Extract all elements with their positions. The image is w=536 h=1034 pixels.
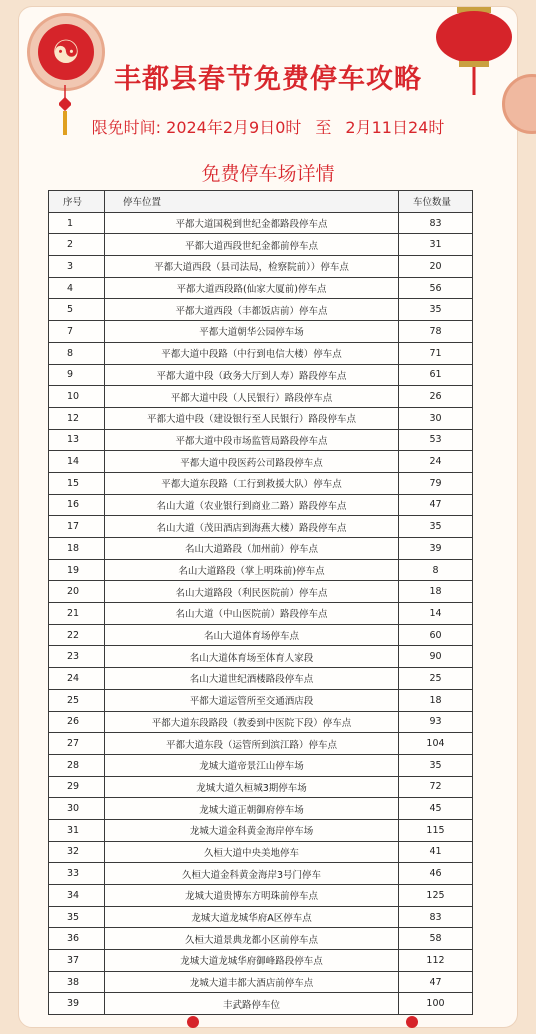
- free-period-end: 2月11日24时: [345, 118, 445, 137]
- row-spaces: 104: [399, 733, 473, 755]
- row-location: 名山大道路段（掌上明珠前)停车点: [105, 559, 399, 581]
- row-number: 4: [49, 277, 105, 299]
- row-spaces: 100: [399, 993, 473, 1015]
- row-number: 2: [49, 234, 105, 256]
- row-spaces: 20: [399, 256, 473, 278]
- row-number: 25: [49, 689, 105, 711]
- table-row: [49, 646, 473, 668]
- row-number: 1: [49, 212, 105, 234]
- row-number: 14: [49, 451, 105, 473]
- table-row: [49, 798, 473, 820]
- row-number: 24: [49, 668, 105, 690]
- row-location: 平都大道西段（县司法局，检察院前））停车点: [105, 256, 399, 278]
- page-title: 丰都县春节免费停车攻略: [114, 64, 422, 95]
- row-location: 龙城大道龙城华府A区停车点: [105, 906, 399, 928]
- table-row: [49, 407, 473, 429]
- row-spaces: 35: [399, 299, 473, 321]
- row-number: 22: [49, 624, 105, 646]
- table-row: [49, 321, 473, 343]
- flower-ornament-icon: [186, 1015, 200, 1029]
- row-location: 平都大道东段（运管所到滨江路）停车点: [105, 733, 399, 755]
- row-number: 32: [49, 841, 105, 863]
- table-row: [49, 516, 473, 538]
- row-spaces: 24: [399, 451, 473, 473]
- table-row: [49, 451, 473, 473]
- table-row: [49, 776, 473, 798]
- row-location: 名山大道（中山医院前）路段停车点: [105, 603, 399, 625]
- table-row: [49, 624, 473, 646]
- table-row: [49, 603, 473, 625]
- row-spaces: 35: [399, 754, 473, 776]
- table-row: [49, 906, 473, 928]
- row-number: 18: [49, 538, 105, 560]
- row-number: 37: [49, 950, 105, 972]
- column-header-spaces: 车位数量: [399, 191, 473, 213]
- row-spaces: 31: [399, 234, 473, 256]
- table-row: [49, 819, 473, 841]
- row-location: 龙城大道帝景江山停车场: [105, 754, 399, 776]
- row-location: 龙城大道金科黄金海岸停车场: [105, 819, 399, 841]
- chinese-medallion-icon: ☯: [27, 13, 105, 91]
- row-spaces: 26: [399, 386, 473, 408]
- table-body: [49, 212, 473, 1014]
- row-number: 31: [49, 819, 105, 841]
- table-row: [49, 364, 473, 386]
- row-spaces: 61: [399, 364, 473, 386]
- free-period-start: 限免时间: 2024年2月9日0时: [91, 118, 302, 137]
- row-spaces: 78: [399, 321, 473, 343]
- table-row: [49, 472, 473, 494]
- row-location: 平都大道西段世纪金都前停车点: [105, 234, 399, 256]
- row-location: 名山大道路段（加州前）停车点: [105, 538, 399, 560]
- column-header-location: 停车位置: [105, 191, 399, 213]
- row-number: 28: [49, 754, 105, 776]
- row-number: 13: [49, 429, 105, 451]
- table-row: [49, 342, 473, 364]
- row-spaces: 18: [399, 581, 473, 603]
- row-number: 36: [49, 928, 105, 950]
- table-row: [49, 711, 473, 733]
- row-location: 久桓大道景典龙都小区前停车点: [105, 928, 399, 950]
- row-number: 29: [49, 776, 105, 798]
- row-number: 7: [49, 321, 105, 343]
- row-spaces: 53: [399, 429, 473, 451]
- row-location: 平都大道中段市场监管局路段停车点: [105, 429, 399, 451]
- row-location: 名山大道（茂田酒店到海燕大楼）路段停车点: [105, 516, 399, 538]
- row-spaces: 8: [399, 559, 473, 581]
- row-spaces: 115: [399, 819, 473, 841]
- row-spaces: 71: [399, 342, 473, 364]
- row-number: 34: [49, 885, 105, 907]
- row-spaces: 90: [399, 646, 473, 668]
- row-number: 27: [49, 733, 105, 755]
- row-number: 30: [49, 798, 105, 820]
- row-number: 23: [49, 646, 105, 668]
- row-spaces: 58: [399, 928, 473, 950]
- flower-ornament-icon: [405, 1015, 419, 1029]
- row-location: 名山大道世纪酒楼路段停车点: [105, 668, 399, 690]
- row-spaces: 47: [399, 494, 473, 516]
- row-spaces: 18: [399, 689, 473, 711]
- row-location: 平都大道西段（丰都饭店前）停车点: [105, 299, 399, 321]
- free-period-separator: 至: [315, 118, 332, 137]
- row-number: 12: [49, 407, 105, 429]
- table-row: [49, 429, 473, 451]
- row-number: 8: [49, 342, 105, 364]
- row-spaces: 30: [399, 407, 473, 429]
- table-row: [49, 971, 473, 993]
- row-location: 龙城大道丰都大酒店前停车点: [105, 971, 399, 993]
- row-number: 5: [49, 299, 105, 321]
- row-number: 19: [49, 559, 105, 581]
- row-number: 3: [49, 256, 105, 278]
- section-title: 免费停车场详情: [201, 163, 335, 185]
- row-spaces: 56: [399, 277, 473, 299]
- table-row: [49, 689, 473, 711]
- table-row: [49, 754, 473, 776]
- row-spaces: 83: [399, 906, 473, 928]
- row-location: 久桓大道中央美地停车: [105, 841, 399, 863]
- table-row: [49, 559, 473, 581]
- table-row: [49, 668, 473, 690]
- row-number: 16: [49, 494, 105, 516]
- row-spaces: 125: [399, 885, 473, 907]
- row-spaces: 79: [399, 472, 473, 494]
- table-row: [49, 841, 473, 863]
- row-location: 龙城大道龙城华府御峰路段停车点: [105, 950, 399, 972]
- table-row: [49, 993, 473, 1015]
- row-location: 丰武路停车位: [105, 993, 399, 1015]
- row-number: 21: [49, 603, 105, 625]
- table-row: [49, 256, 473, 278]
- table-row: [49, 733, 473, 755]
- row-location: 龙城大道贵博东方明珠前停车点: [105, 885, 399, 907]
- row-number: 17: [49, 516, 105, 538]
- row-spaces: 60: [399, 624, 473, 646]
- row-location: 平都大道中段（人民银行）路段停车点: [105, 386, 399, 408]
- column-header-number: 序号: [49, 191, 105, 213]
- row-spaces: 45: [399, 798, 473, 820]
- row-spaces: 83: [399, 212, 473, 234]
- row-location: 龙城大道久桓城3期停车场: [105, 776, 399, 798]
- row-number: 15: [49, 472, 105, 494]
- row-location: 平都大道东段路段（教委到中医院下段）停车点: [105, 711, 399, 733]
- row-location: 名山大道路段（利民医院前）停车点: [105, 581, 399, 603]
- row-number: 10: [49, 386, 105, 408]
- row-spaces: 72: [399, 776, 473, 798]
- table-row: [49, 234, 473, 256]
- row-location: 名山大道体育场至体育人家段: [105, 646, 399, 668]
- row-spaces: 93: [399, 711, 473, 733]
- table-header-row: [49, 191, 473, 213]
- parking-table: [48, 190, 473, 1015]
- row-location: 平都大道运管所至交通酒店段: [105, 689, 399, 711]
- row-spaces: 25: [399, 668, 473, 690]
- table-row: [49, 538, 473, 560]
- table-row: [49, 277, 473, 299]
- row-location: 名山大道（农业银行到商业二路）路段停车点: [105, 494, 399, 516]
- row-spaces: 14: [399, 603, 473, 625]
- table-row: [49, 212, 473, 234]
- row-spaces: 46: [399, 863, 473, 885]
- row-number: 39: [49, 993, 105, 1015]
- row-number: 35: [49, 906, 105, 928]
- row-location: 龙城大道正朝御府停车场: [105, 798, 399, 820]
- table-row: [49, 950, 473, 972]
- row-location: 平都大道东段路（工行到救援大队）停车点: [105, 472, 399, 494]
- row-location: 平都大道中段医药公司路段停车点: [105, 451, 399, 473]
- table-row: [49, 863, 473, 885]
- table-row: [49, 494, 473, 516]
- table-row: [49, 386, 473, 408]
- table-row: [49, 299, 473, 321]
- row-spaces: 35: [399, 516, 473, 538]
- row-location: 平都大道西段路(仙家大厦前)停车点: [105, 277, 399, 299]
- row-location: 平都大道中段（政务大厅到人寿）路段停车点: [105, 364, 399, 386]
- row-number: 9: [49, 364, 105, 386]
- row-location: 久桓大道金科黄金海岸3号门停车: [105, 863, 399, 885]
- free-period: [19, 115, 517, 138]
- row-number: 26: [49, 711, 105, 733]
- row-number: 33: [49, 863, 105, 885]
- table-row: [49, 928, 473, 950]
- row-spaces: 112: [399, 950, 473, 972]
- row-number: 20: [49, 581, 105, 603]
- table-row: [49, 885, 473, 907]
- row-location: 平都大道中段（建设银行至人民银行）路段停车点: [105, 407, 399, 429]
- row-spaces: 47: [399, 971, 473, 993]
- row-spaces: 41: [399, 841, 473, 863]
- table-row: [49, 581, 473, 603]
- row-location: 平都大道国税到世纪金都路段停车点: [105, 212, 399, 234]
- row-location: 名山大道体育场停车点: [105, 624, 399, 646]
- row-location: 平都大道中段路（中行到电信大楼）停车点: [105, 342, 399, 364]
- row-number: 38: [49, 971, 105, 993]
- row-location: 平都大道朝华公园停车场: [105, 321, 399, 343]
- row-spaces: 39: [399, 538, 473, 560]
